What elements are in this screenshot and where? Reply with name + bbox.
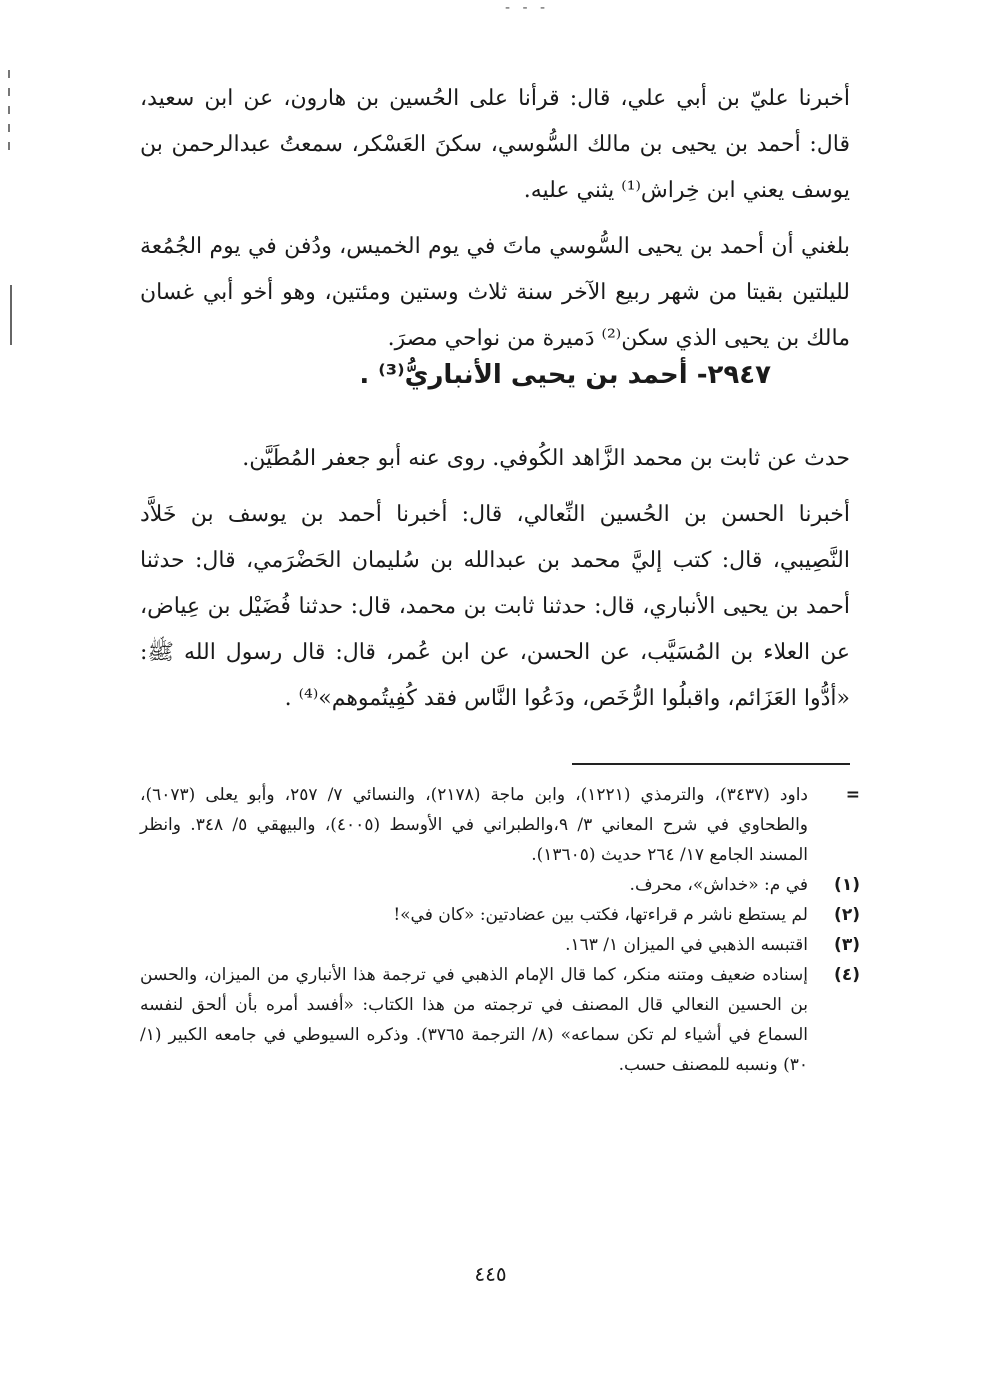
footnote-text: اقتبسه الذهبي في الميزان ١/ ١٦٣. xyxy=(565,935,808,955)
paragraph-1: أخبرنا عليّ بن أبي علي، قال: قرأنا على الحُسين بن هارون، عن ابن سعيد، قال: أحمد بن يحيى بن مالك السُّوسي، سكنَ العَسْكر، سمعتُ عبدالرحمن بن يوسف يعني ابن خِراش⁽¹⁾ يثني عليه. xyxy=(140,86,850,203)
footnote-marker: = xyxy=(845,785,860,805)
entry-heading: ٢٩٤٧- أحمد بن يحيى الأنباريُّ⁽³⁾ . xyxy=(359,360,771,390)
margin-line xyxy=(10,285,12,345)
margin-tick-marks xyxy=(8,60,12,420)
intro-section xyxy=(140,76,850,362)
footnote-number: (٤) xyxy=(834,965,860,985)
footnote-4 xyxy=(140,960,860,1080)
footnote-3 xyxy=(140,930,860,960)
footnote-text: لم يستطع ناشر م قراءتها، فكتب بين عضادتين: «كان في»! xyxy=(393,905,808,925)
paragraph-2: بلغني أن أحمد بن يحيى السُّوسي ماتَ في يوم الخميس، ودُفن في يوم الجُمُعة لليلتين بقيتا من شهر ربيع الآخر سنة ثلاث وستين ومئتين، وهو أخو أبي غسان مالك بن يحيى الذي سكن⁽²⁾ دَميرة من نواحي مصرَ. xyxy=(140,234,851,351)
header-mark: - - - xyxy=(505,0,550,16)
page-number: ٤٤٥ xyxy=(474,1262,507,1286)
footnote-number: (٣) xyxy=(834,935,860,955)
footnote-continuation xyxy=(140,780,860,870)
footnote-text: إسناده ضعيف ومتنه منكر، كما قال الإمام الذهبي في ترجمة هذا الأنباري من الميزان، والحسن بن الحسين النعالي قال المصنف في ترجمته من هذا الكتاب: «أفسد أمره بأن ألحق لنفسه السماع في أشياء لم تكن سماعه» (٨/ الترجمة ٣٧٦٥). وذكره السيوطي في جامعه الكبير (١/ ٣٠) ونسبه للمصنف حسب. xyxy=(140,965,808,1075)
footnote-text: في م: «خداش»، محرف. xyxy=(629,875,808,895)
footnote-number: (٢) xyxy=(834,905,860,925)
entry-section xyxy=(140,436,850,722)
footnote-1 xyxy=(140,870,860,900)
entry-paragraph-1: حدث عن ثابت بن محمد الزَّاهد الكُوفي. روى عنه أبو جعفر المُطَيَّن. xyxy=(242,446,850,471)
entry-paragraph-2: أخبرنا الحسن بن الحُسين النِّعالي، قال: أخبرنا أحمد بن يوسف بن خَلاَّد النَّصِيبي، قال: كتب إليَّ محمد بن عبدالله بن سُليمان الحَضْرَمي، قال: حدثنا أحمد بن يحيى الأنباري، قال: حدثنا ثابت بن محمد، قال: حدثنا فُضَيْل بن عِياض، عن العلاء بن المُسَيَّب، عن الحسن، عن ابن عُمر، قال: قال رسول الله ﷺ: «أدُّوا العَزَائم، واقبلُوا الرُّخَص، ودَعُوا النَّاس فقد كُفِيتُموهم»⁽⁴⁾ . xyxy=(140,502,850,711)
footnote-text: داود (٣٤٣٧)، والترمذي (١٢٢١)، وابن ماجة (٢١٧٨)، والنسائي ٧/ ٢٥٧، وأبو يعلى (٦٠٧٣)، والطحاوي في شرح المعاني ٣/ ٩،والطبراني في الأوسط (٤٠٠٥)، والبيهقي ٥/ ٣٤٨. وانظر المسند الجامع ١٧/ ٢٦٤ حديث (١٣٦٠٥). xyxy=(140,785,809,865)
footnote-number: (١) xyxy=(834,875,860,895)
footnotes xyxy=(140,780,860,1080)
footnote-separator xyxy=(572,763,850,765)
footnote-2 xyxy=(140,900,860,930)
